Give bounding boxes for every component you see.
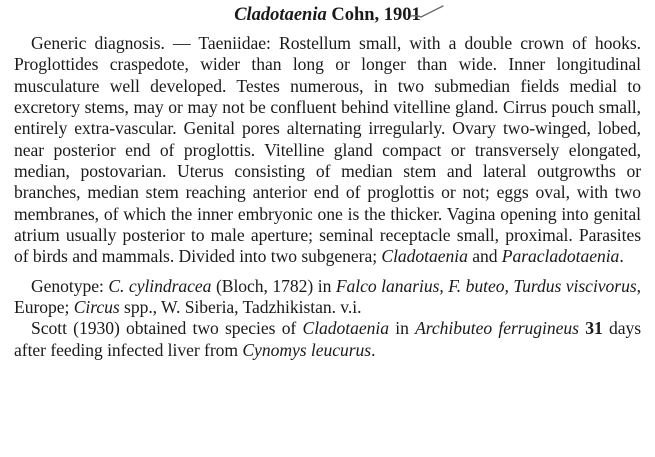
genus-authority: Cohn, 1901 (331, 5, 421, 25)
text-segment: 31 (578, 318, 603, 339)
text-segment: Archibuteo ferrugineus (415, 318, 579, 339)
text-segment: Genotype: (31, 275, 109, 296)
text-segment: Paracladotaenia (501, 246, 620, 267)
text-segment: days after feeding infected liver from (14, 318, 642, 360)
text-segment: . (619, 246, 624, 267)
text-segment: (Bloch, 1782) in (211, 275, 336, 296)
text-segment: Circus (73, 297, 120, 318)
text-segment: Cladotaenia (302, 318, 389, 339)
text-segment: . (371, 339, 376, 360)
text-segment: Cynomys leucurus (242, 339, 372, 360)
scott-note-paragraph (14, 318, 641, 361)
text-segment: C. cylindracea (108, 275, 212, 296)
text-segment: , Europe; (14, 275, 641, 318)
text-segment: Cladotaenia (381, 246, 468, 267)
genotype-paragraph (14, 276, 641, 319)
pencil-check-mark-icon (409, 4, 445, 22)
text-segment: in (388, 318, 416, 339)
genus-name: Cladotaenia (234, 5, 327, 25)
genus-heading (14, 3, 641, 29)
generic-diagnosis-paragraph (14, 33, 641, 268)
text-segment: Scott (1930) obtained two species of (31, 318, 303, 339)
text-segment: Falco lanarius, F. buteo, Turdus viscivorus (335, 275, 637, 296)
text-segment: spp., W. Siberia, Tadzhikistan. v.i. (119, 297, 362, 318)
text-segment: Generic diagnosis. — Taeniidae: Rostellum small, with a double crown of hooks. Proglottides craspedote, wider than long or longer than wide. Inner longitudinal musculature well developed. Testes numerous, in two submedian fields medial to excretory stems, may or may not be confluent behind vitelline gland. Cirrus pouch small, entirely extra-vascular. Genital pores alternating irregularly. Ovary two-winged, lobed, near posterior end of proglottis. Vitelline gland compact or transversely elongated, median, postovarian. Uterus consisting of median stem and lateral outgrowths or branches, median stem reaching anterior end of proglottis or not; eggs oval, with two membranes, of which the inner embryonic one is the thicker. Vagina opening into genital atrium usually posterior to male aperture; seminal receptacle small, proximal. Parasites of birds and mammals. Divided into two subgenera; (14, 33, 641, 267)
text-segment: and (467, 246, 502, 267)
